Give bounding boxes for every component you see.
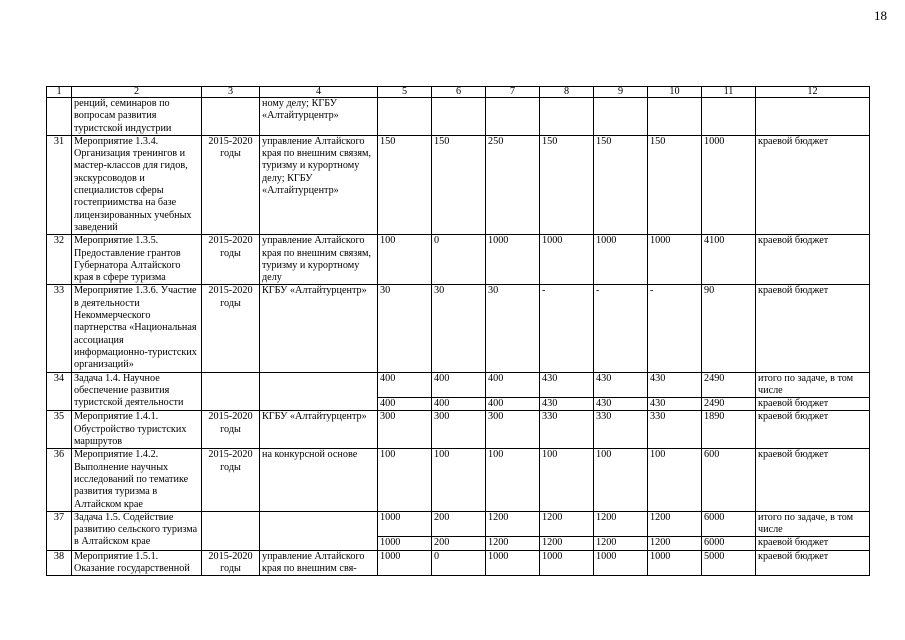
column-header: 8 <box>540 87 594 98</box>
amount-cell: 1000 <box>540 235 594 285</box>
amount-cell: 1000 <box>648 235 702 285</box>
amount-cell: 1200 <box>486 537 540 550</box>
table-body <box>47 98 870 576</box>
amount-cell: 4100 <box>702 235 756 285</box>
amount-cell: 90 <box>702 285 756 372</box>
amount-cell: 0 <box>432 550 486 576</box>
amount-cell: 1200 <box>594 537 648 550</box>
amount-cell: 400 <box>432 372 486 398</box>
amount-cell: 1000 <box>378 537 432 550</box>
amount-cell: 30 <box>378 285 432 372</box>
amount-cell: 2490 <box>702 372 756 398</box>
amount-cell: - <box>540 285 594 372</box>
table-row <box>47 449 870 511</box>
row-number: 33 <box>47 285 72 372</box>
amount-cell: 430 <box>594 398 648 411</box>
amount-cell: 250 <box>486 135 540 234</box>
amount-cell: 100 <box>378 235 432 285</box>
activity-name: Мероприятие 1.4.2. Выполнение научных исследований по тематике развития туризма в Алтайском крае <box>72 449 202 511</box>
funding-source: итого по задаче, в том числе <box>756 511 870 537</box>
amount-cell: 300 <box>378 411 432 449</box>
activity-term <box>202 372 260 411</box>
table-row <box>47 135 870 234</box>
amount-cell: 1200 <box>486 511 540 537</box>
table-row <box>47 511 870 537</box>
amount-cell: 400 <box>486 372 540 398</box>
amount-cell: 300 <box>432 411 486 449</box>
row-number: 31 <box>47 135 72 234</box>
funding-source: краевой бюджет <box>756 537 870 550</box>
activity-term <box>202 511 260 550</box>
activity-term <box>202 98 260 136</box>
column-header: 6 <box>432 87 486 98</box>
activity-executor: управление Алтайского края по внешним связям, туризму и курортному делу <box>260 235 378 285</box>
column-header: 5 <box>378 87 432 98</box>
amount-cell: 1000 <box>594 550 648 576</box>
amount-cell: 430 <box>648 372 702 398</box>
activity-term: 2015-2020 годы <box>202 135 260 234</box>
amount-cell: - <box>648 285 702 372</box>
amount-cell <box>702 98 756 136</box>
amount-cell: 1890 <box>702 411 756 449</box>
amount-cell: 1200 <box>540 537 594 550</box>
amount-cell: 300 <box>486 411 540 449</box>
amount-cell: 100 <box>594 449 648 511</box>
amount-cell: 1000 <box>486 550 540 576</box>
funding-source: итого по задаче, в том числе <box>756 372 870 398</box>
amount-cell: 200 <box>432 511 486 537</box>
activity-executor <box>260 372 378 411</box>
activity-term: 2015-2020 годы <box>202 449 260 511</box>
amount-cell: 330 <box>540 411 594 449</box>
activity-name: Мероприятие 1.4.1. Обустройство туристских маршрутов <box>72 411 202 449</box>
amount-cell: 1000 <box>486 235 540 285</box>
amount-cell: 1000 <box>378 511 432 537</box>
activity-name: Мероприятие 1.5.1. Оказание государственной <box>72 550 202 576</box>
column-header: 9 <box>594 87 648 98</box>
amount-cell: 430 <box>540 372 594 398</box>
activity-term: 2015-2020 годы <box>202 550 260 576</box>
activity-term: 2015-2020 годы <box>202 411 260 449</box>
activity-executor: управление Алтайского края по внешним связям, туризму и курортному делу; КГБУ «Алтайтурцентр» <box>260 135 378 234</box>
table-row <box>47 411 870 449</box>
column-header: 7 <box>486 87 540 98</box>
activity-name: Задача 1.5. Содействие развитию сельского туризма в Алтайском крае <box>72 511 202 550</box>
activity-name: Мероприятие 1.3.6. Участие в деятельности Некоммерческого партнерства «Национальная ассоциация информационно-туристских организаций» <box>72 285 202 372</box>
funding-source: краевой бюджет <box>756 550 870 576</box>
column-header: 12 <box>756 87 870 98</box>
amount-cell: 430 <box>594 372 648 398</box>
funding-source: краевой бюджет <box>756 135 870 234</box>
amount-cell: 150 <box>648 135 702 234</box>
amount-cell: 1000 <box>540 550 594 576</box>
amount-cell: 600 <box>702 449 756 511</box>
amount-cell: 1000 <box>702 135 756 234</box>
amount-cell: 400 <box>486 398 540 411</box>
activity-name: Задача 1.4. Научное обеспечение развития туристской деятельности <box>72 372 202 411</box>
amount-cell: 150 <box>540 135 594 234</box>
budget-table <box>46 86 870 576</box>
amount-cell: 6000 <box>702 511 756 537</box>
amount-cell: 200 <box>432 537 486 550</box>
page-number: 18 <box>874 8 887 23</box>
row-number: 32 <box>47 235 72 285</box>
amount-cell <box>378 98 432 136</box>
funding-source: краевой бюджет <box>756 449 870 511</box>
amount-cell: 150 <box>432 135 486 234</box>
amount-cell <box>540 98 594 136</box>
amount-cell <box>648 98 702 136</box>
amount-cell: 1200 <box>648 511 702 537</box>
funding-source: краевой бюджет <box>756 285 870 372</box>
activity-name: ренций, семинаров по вопросам развития туристской индустрии <box>72 98 202 136</box>
amount-cell: 100 <box>378 449 432 511</box>
activity-executor: КГБУ «Алтайтурцентр» <box>260 285 378 372</box>
amount-cell: 330 <box>648 411 702 449</box>
activity-name: Мероприятие 1.3.5. Предоставление грантов Губернатора Алтайского края в сфере туризма <box>72 235 202 285</box>
activity-executor <box>260 511 378 550</box>
amount-cell: 5000 <box>702 550 756 576</box>
amount-cell: 400 <box>378 372 432 398</box>
activity-executor: управление Алтайского края по внешним свя- <box>260 550 378 576</box>
column-header: 4 <box>260 87 378 98</box>
amount-cell: 400 <box>432 398 486 411</box>
amount-cell: 6000 <box>702 537 756 550</box>
row-number: 38 <box>47 550 72 576</box>
amount-cell: - <box>594 285 648 372</box>
amount-cell: 430 <box>648 398 702 411</box>
amount-cell: 400 <box>378 398 432 411</box>
amount-cell: 100 <box>486 449 540 511</box>
activity-executor: КГБУ «Алтайтурцентр» <box>260 411 378 449</box>
table-row <box>47 285 870 372</box>
column-header: 1 <box>47 87 72 98</box>
amount-cell: 30 <box>432 285 486 372</box>
amount-cell: 150 <box>594 135 648 234</box>
amount-cell: 2490 <box>702 398 756 411</box>
amount-cell: 100 <box>648 449 702 511</box>
amount-cell: 330 <box>594 411 648 449</box>
amount-cell: 1000 <box>594 235 648 285</box>
funding-source: краевой бюджет <box>756 398 870 411</box>
row-number: 35 <box>47 411 72 449</box>
amount-cell: 150 <box>378 135 432 234</box>
funding-source: краевой бюджет <box>756 411 870 449</box>
activity-executor: на конкурсной основе <box>260 449 378 511</box>
amount-cell: 1200 <box>540 511 594 537</box>
column-header: 2 <box>72 87 202 98</box>
amount-cell: 0 <box>432 235 486 285</box>
amount-cell: 1000 <box>378 550 432 576</box>
table-row <box>47 550 870 576</box>
amount-cell: 1200 <box>648 537 702 550</box>
amount-cell <box>594 98 648 136</box>
amount-cell: 1000 <box>648 550 702 576</box>
amount-cell: 1200 <box>594 511 648 537</box>
table-row <box>47 235 870 285</box>
amount-cell <box>432 98 486 136</box>
row-number: 34 <box>47 372 72 411</box>
amount-cell: 430 <box>540 398 594 411</box>
activity-name: Мероприятие 1.3.4. Организация тренингов и мастер-классов для гидов, экскурсоводов и специалистов сферы гостеприимства на базе лицензированных учебных заведений <box>72 135 202 234</box>
row-number: 37 <box>47 511 72 550</box>
activity-term: 2015-2020 годы <box>202 285 260 372</box>
row-number <box>47 98 72 136</box>
table-header-row <box>47 87 870 98</box>
funding-source: краевой бюджет <box>756 235 870 285</box>
amount-cell: 30 <box>486 285 540 372</box>
table-row <box>47 98 870 136</box>
funding-source <box>756 98 870 136</box>
column-header: 3 <box>202 87 260 98</box>
column-header: 10 <box>648 87 702 98</box>
amount-cell <box>486 98 540 136</box>
amount-cell: 100 <box>432 449 486 511</box>
row-number: 36 <box>47 449 72 511</box>
amount-cell: 100 <box>540 449 594 511</box>
table-row <box>47 372 870 398</box>
activity-term: 2015-2020 годы <box>202 235 260 285</box>
column-header: 11 <box>702 87 756 98</box>
activity-executor: ному делу; КГБУ «Алтайтурцентр» <box>260 98 378 136</box>
